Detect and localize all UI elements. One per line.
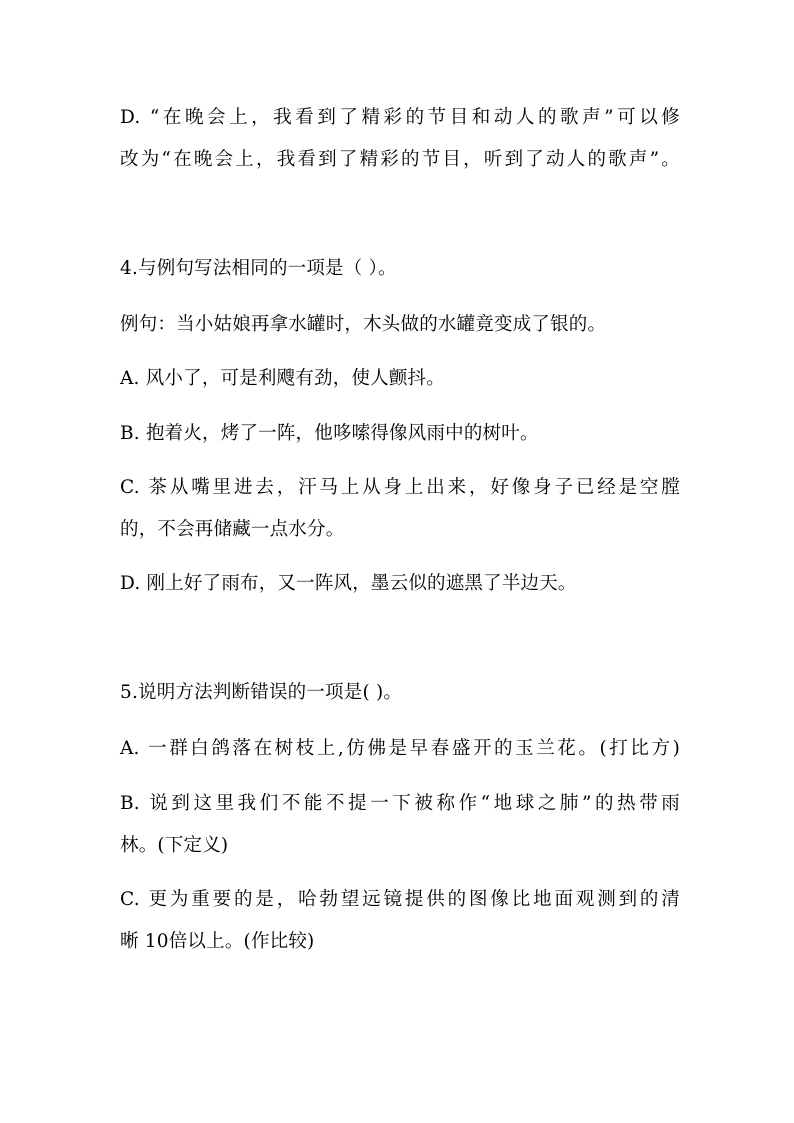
q5-stem: 5.说明方法判断错误的一项是( )。 xyxy=(120,682,403,703)
q5-option-c-line1: C. 更为重要的是，哈勃望远镜提供的图像比地面观测到的清 xyxy=(120,889,680,910)
q4-option-d: D. 刚上好了雨布，又一阵风，墨云似的遮黑了半边天。 xyxy=(120,573,577,594)
q5-option-b-line2: 林。(下定义) xyxy=(120,835,229,856)
q4-option-b: B. 抱着火，烤了一阵，他哆嗦得像风雨中的树叶。 xyxy=(120,423,539,444)
q4-option-a: A. 风小了，可是利飕有劲，使人颤抖。 xyxy=(120,368,445,389)
q5-option-c-line2: 晰 10倍以上。(作比较) xyxy=(120,931,315,952)
q4-stem: 4.与例句写法相同的一项是（ ）。 xyxy=(120,258,397,279)
q3-option-d-line1: D. “在晚会上，我看到了精彩的节目和动人的歌声”可以修 xyxy=(120,107,680,128)
q3-option-d-line2: 改为“在晚会上，我看到了精彩的节目，听到了动人的歌声”。 xyxy=(120,149,680,170)
q4-option-c-line1: C. 茶从嘴里进去，汗马上从身上出来，好像身子已经是空膛 xyxy=(120,477,680,498)
q5-option-b-line1: B. 说到这里我们不能不提一下被称作“地球之肺”的热带雨 xyxy=(120,793,680,814)
q4-example: 例句：当小姑娘再拿水罐时，木头做的水罐竟变成了银的。 xyxy=(120,314,607,335)
q4-option-c-line2: 的，不会再储藏一点水分。 xyxy=(120,519,345,540)
q5-option-a: A. 一群白鸽落在树枝上,仿佛是早春盛开的玉兰花。(打比方) xyxy=(120,738,680,759)
